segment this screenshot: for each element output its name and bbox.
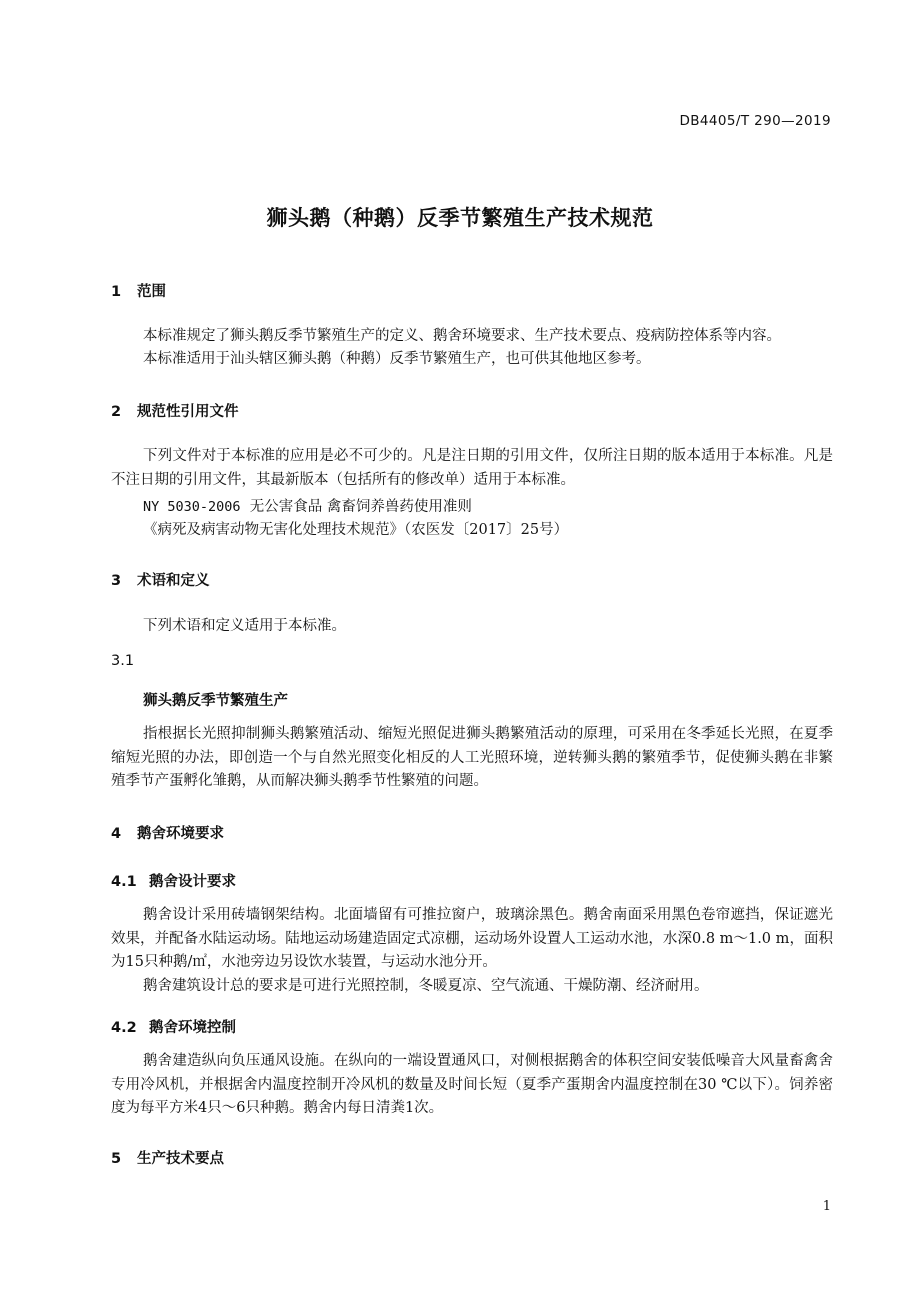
subsection-title: 鹅舍环境控制 — [149, 1020, 236, 1036]
section-number: 4 — [111, 826, 122, 842]
reference-title: 无公害食品 禽畜饲养兽药使用准则 — [249, 499, 472, 515]
section-title: 规范性引用文件 — [137, 404, 239, 420]
section-title: 生产技术要点 — [137, 1151, 224, 1167]
section-heading-1 — [111, 280, 166, 301]
subsection-title: 鹅舍设计要求 — [149, 874, 236, 890]
section-title: 范围 — [137, 284, 166, 300]
document-code: DB4405/T 290—2019 — [679, 113, 831, 129]
section-number: 3 — [111, 573, 122, 589]
section-number: 1 — [111, 284, 122, 300]
term-name: 狮头鹅反季节繁殖生产 — [143, 693, 288, 709]
subsection-number: 4.1 — [111, 874, 137, 890]
paragraph: 鹅舍设计采用砖墙钢架结构。北面墙留有可推拉窗户，玻璃涂黑色。鹅舍南面采用黑色卷帘遮挡，保证遮光效果，并配备水陆运动场。陆地运动场建造固定式凉棚，运动场外设置人工运动水池，水深0.8 m～1.0 m，面积为15只种鹅/㎡，水池旁边另设饮水装置，与运动水池分开。 — [111, 907, 833, 970]
term-number: 3.1 — [111, 653, 135, 669]
section-title: 鹅舍环境要求 — [137, 826, 224, 842]
paragraph: 下列术语和定义适用于本标准。 — [143, 618, 346, 634]
section-heading-4 — [111, 822, 224, 843]
term-definition: 指根据长光照抑制狮头鹅繁殖活动、缩短光照促进狮头鹅繁殖活动的原理，可采用在冬季延长光照，在夏季缩短光照的办法，即创造一个与自然光照变化相反的人工光照环境，逆转狮头鹅的繁殖季节，促使狮头鹅在非繁殖季节产蛋孵化雏鹅，从而解决狮头鹅季节性繁殖的问题。 — [111, 726, 833, 789]
normative-reference: 《病死及病害动物无害化处理技术规范》（农医发〔2017〕25号） — [143, 522, 569, 538]
paragraph: 本标准适用于汕头辖区狮头鹅（种鹅）反季节繁殖生产，也可供其他地区参考。 — [143, 351, 651, 367]
section-heading-3 — [111, 569, 210, 590]
document-title: 狮头鹅（种鹅）反季节繁殖生产技术规范 — [266, 206, 654, 230]
paragraph: 下列文件对于本标准的应用是必不可少的。凡是注日期的引用文件，仅所注日期的版本适用于本标准。凡是不注日期的引用文件，其最新版本（包括所有的修改单）适用于本标准。 — [111, 448, 833, 488]
subsection-heading-4-1 — [111, 870, 236, 891]
section-title: 术语和定义 — [137, 573, 210, 589]
page-number: 1 — [822, 1199, 831, 1214]
normative-reference — [143, 495, 472, 516]
section-number: 5 — [111, 1151, 122, 1167]
section-heading-2 — [111, 400, 239, 421]
section-number: 2 — [111, 404, 122, 420]
section-heading-5 — [111, 1147, 224, 1168]
paragraph: 鹅舍建筑设计总的要求是可进行光照控制，冬暖夏凉、空气流通、干燥防潮、经济耐用。 — [143, 978, 709, 994]
subsection-number: 4.2 — [111, 1020, 137, 1036]
reference-code: NY 5030-2006 — [143, 499, 241, 515]
paragraph: 鹅舍建造纵向负压通风设施。在纵向的一端设置通风口，对侧根据鹅舍的体积空间安装低噪音大风量畜禽舍专用冷风机，并根据舍内温度控制开冷风机的数量及时间长短（夏季产蛋期舍内温度控制在30 ℃以下）。饲养密度为每平方米4只～6只种鹅。鹅舍内每日清粪1次。 — [111, 1053, 833, 1116]
subsection-heading-4-2 — [111, 1016, 236, 1037]
paragraph: 本标准规定了狮头鹅反季节繁殖生产的定义、鹅舍环境要求、生产技术要点、疫病防控体系等内容。 — [143, 328, 781, 344]
